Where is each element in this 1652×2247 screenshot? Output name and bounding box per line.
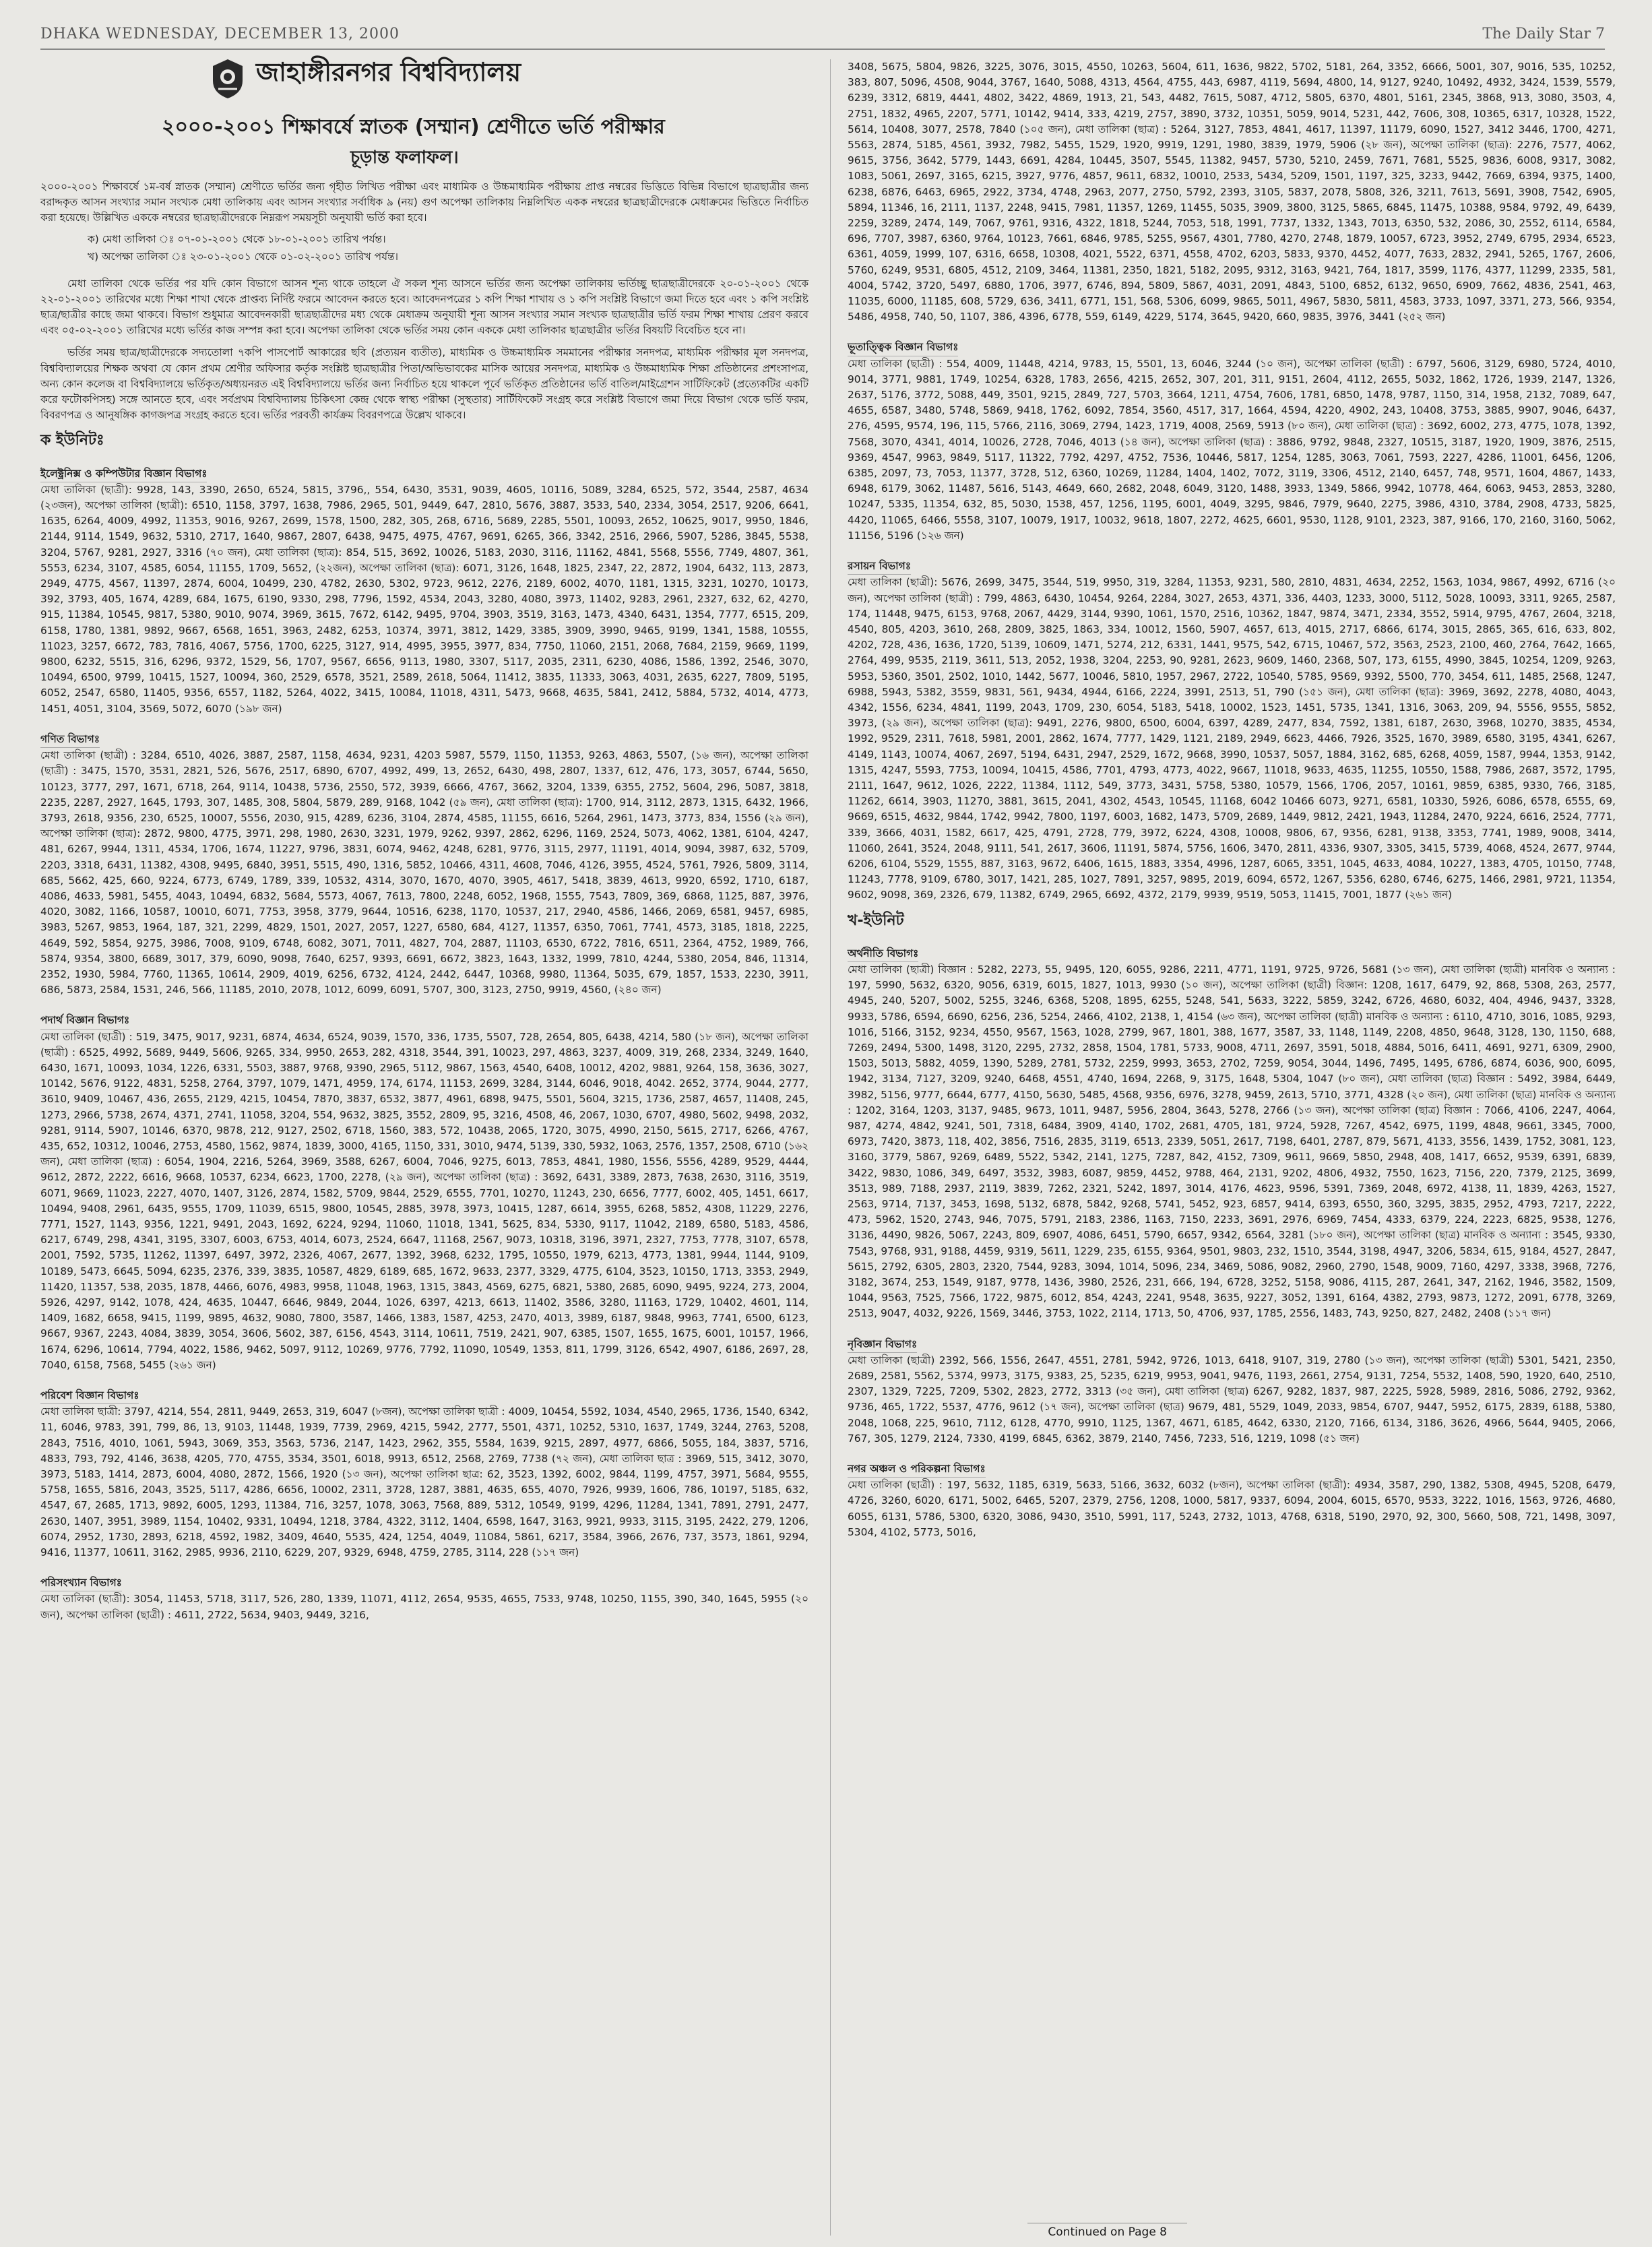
section-body: মেধা তালিকা (ছাত্রী) : 519, 3475, 9017, 9231, 6874, 4634, 6524, 9039, 1570, 336, 1735, 5507, 728, 2654, 805, 6438, 4214, 580 (১৮ জন), অপেক্ষা তালিকা (ছাত্রী) : 6525, 4992, 5689, 9449, 5606, 9265, 334, 9950, 2653, 282, 4318, 3544, 391, 10023, 297, 4863, 3237, 4009, 319, 268, 2334, 3249, 1640, 6430, 1671, 10093, 1034, 1226, 6331, 5503, 3887, 9768, 9390, 2965, 5112, 9867, 1563, 4540, 6408, 10012, 4202, 9881, 9264, 158, 3636, 3027, 10142, 5676, 9122, 4831, 5258, 2764, 3797, 1079, 1471, 4959, 174, 6174, 11153, 2699, 3284, 3144, 6046, 9018, 4042. 2652, 3774, 9044, 2777, 3610, 9409, 10467, 436, 2655, 2129, 4215, 10454, 7870, 3837, 6532, 3877, 4961, 6898, 9475, 5501, 5604, 3215, 1736, 2587, 4657, 11408, 245, 1273, 2966, 5738, 2674, 4371, 2741, 11058, 3204, 554, 9632, 3825, 3552, 2809, 95, 3216, 4508, 46, 2067, 1030, 6707, 4980, 5602, 9498, 2032, 9281, 9114, 5907, 10146, 6370, 9878, 212, 9127, 2502, 6718, 1560, 383, 572, 10438, 2065, 1720, 3075, 4990, 2150, 5615, 2717, 6266, 4767, 435, 652, 10312, 10046, 2753, 4580, 1562, 9874, 1839, 3000, 4165, 1150, 331, 3010, 9474, 5139, 330, 5932, 1063, 2576, 1357, 2508, 6710 (১৬২ জন), মেধা তালিকা (ছাত্র) : 6054, 1904, 2216, 5264, 3969, 3588, 6267, 6004, 7046, 9275, 6013, 7853, 4841, 1980, 1556, 5556, 4289, 9529, 4444, 9612, 2872, 2222, 6616, 9668, 10537, 6234, 6623, 1700, 2278, (২৯ জন), অপেক্ষা তালিকা (ছাত্র) : 3692, 6431, 3389, 2873, 7638, 2630, 3116, 3519, 6071, 9669, 11023, 2227, 4070, 1407, 3126, 2874, 1582, 5709, 9844, 2529, 6555, 7701, 10270, 11243, 230, 6656, 7777, 6002, 405, 1451, 6617, 10494, 9408, 2961, 6435, 9555, 1709, 11039, 6515, 9800, 10545, 2885, 3978, 3973, 10415, 1287, 6614, 3955, 6268, 5852, 4308, 11229, 2276, 7771, 1527, 1143, 9356, 1221, 9491, 2043, 1692, 6224, 9294, 11060, 11018, 1341, 5625, 834, 5330, 9117, 11042, 2189, 6580, 5183, 4586, 6217, 6749, 298, 4341, 3195, 3307, 6003, 6753, 4014, 6073, 2524, 6647, 11168, 2567, 9073, 10318, 3196, 3971, 2327, 7753, 7778, 3107, 6578, 2001, 7592, 5735, 11262, 11397, 6497, 3972, 2326, 4067, 2677, 1392, 3968, 6232, 1795, 10550, 1979, 6213, 4773, 1381, 9944, 1144, 9109, 10189, 5473, 6645, 5094, 6235, 2376, 339, 3835, 10587, 4829, 6189, 685, 1672, 9633, 2377, 3329, 4775, 6104, 3523, 10150, 1713, 3353, 2949, 11420, 11357, 538, 2035, 1878, 4466, 6076, 4983, 9958, 11048, 1963, 1315, 3843, 4569, 6275, 6821, 5380, 2685, 6090, 9495, 9224, 273, 2004, 5926, 4297, 9142, 1078, 424, 4635, 10447, 6646, 9849, 2044, 1026, 6397, 4213, 6613, 11402, 3586, 3280, 11163, 1729, 10402, 4601, 114, 1409, 1682, 6658, 9415, 1199, 9895, 4632, 9080, 7800, 3587, 1466, 1383, 1587, 4253, 2470, 4013, 3989, 6187, 9848, 9963, 7741, 6500, 6123, 9667, 9367, 2243, 4084, 3839, 3054, 3606, 5602, 387, 6156, 4543, 3114, 10611, 7519, 2421, 907, 6385, 1507, 1655, 1675, 6001, 10157, 1966, 1674, 6296, 10614, 7794, 4022, 1586, 9462, 5097, 9112, 10269, 9776, 7792, 11090, 10549, 1353, 811, 1799, 3126, 6542, 4907, 6186, 2697, 28, 7040, 6158, 7568, 5455 (২৬১ জন) — [40, 1030, 808, 1371]
section-chemistry — [848, 544, 1616, 903]
intro-paragraph: ২০০০-২০০১ শিক্ষাবর্ষে ১ম-বর্ষ স্নাতক (সম্মান) শ্রেণীতে ভর্তির জন্য গৃহীত লিখিত পরীক্ষা এবং মাধ্যমিক ও উচ্চমাধ্যমিক পরীক্ষায় প্রাপ্ত নম্বরের ভিত্তিতে বিভিন্ন বিভাগে ছাত্রছাত্রীর জন্য বরাদ্দকৃত আসন সংখ্যার সমান সংখ্যক মেধা তালিকায় এবং আসন সংখ্যার সর্বাধিক ৯ (নয়) গুণ অপেক্ষা তালিকায় নিম্নলিখিত একক নম্বরের ছাত্রছাত্রীদেরকে মেধাক্রমের ভিত্তিতে নির্বাচিত করা হয়েছে। উল্লিখিত এককে নম্বরের ছাত্রছাত্রীদেরকে নিম্নরূপ সময়সূচী অনুযায়ী ভর্তি করা হবে। — [40, 181, 808, 224]
section-mathematics — [40, 717, 808, 998]
section-statistics — [40, 1560, 808, 1623]
section-body: মেধা তালিকা (ছাত্রী) 2392, 566, 1556, 2647, 4551, 2781, 5942, 9726, 1013, 6418, 9107, 319, 2780 (১৩ জন), অপেক্ষা তালিকা (ছাত্রী) 5301, 5421, 2350, 2689, 2581, 5562, 5374, 9973, 3175, 9383, 25, 5235, 6219, 9953, 9041, 9476, 1193, 2661, 2754, 9131, 7254, 5532, 1408, 590, 1920, 640, 2510, 2307, 1329, 7225, 7209, 5302, 2823, 2772, 3313 (৩৫ জন), মেধা তালিকা (ছাত্র) 6267, 9282, 1837, 987, 2225, 5928, 5989, 2816, 5086, 2792, 9362, 9736, 465, 1722, 5537, 4776, 9612 (১৭ জন), অপেক্ষা তালিকা (ছাত্র) 9679, 481, 5529, 1049, 2033, 9854, 6707, 9447, 5952, 6175, 2839, 6188, 5380, 2048, 1068, 225, 9610, 7112, 6128, 4770, 9910, 1125, 1367, 4671, 6185, 4642, 6330, 2120, 7166, 6134, 3186, 3626, 4966, 5644, 9405, 2066, 767, 305, 1279, 2124, 7330, 4199, 6845, 6362, 3879, 2140, 7456, 7233, 516, 1219, 1098 (৫১ জন) — [848, 1354, 1616, 1445]
section-body: মেধা তালিকা (ছাত্রী) বিজ্ঞান : 5282, 2273, 55, 9495, 120, 6055, 9286, 2211, 4771, 1191, 9725, 9726, 5681 (১৩ জন), মেধা তালিকা (ছাত্রী) মানবিক ও অন্যান্য : 197, 5990, 5632, 6320, 9056, 6319, 6015, 1827, 1013, 9930 (১০ জন), অপেক্ষা তালিকা (ছাত্রী) বিজ্ঞান: 1208, 1617, 6479, 92, 868, 5308, 263, 2577, 4945, 240, 5207, 5002, 5255, 3246, 6368, 5208, 1895, 6255, 5248, 541, 5633, 3222, 5859, 3242, 6726, 4680, 6032, 404, 4946, 9437, 3328, 9933, 5786, 6594, 6690, 6256, 236, 5254, 2466, 4102, 2138, 1, 4154 (৬৩ জন), অপেক্ষা তালিকা (ছাত্রী) মানবিক ও অন্যান্য : 6110, 4710, 3016, 1085, 9293, 1016, 5166, 3152, 9234, 4550, 9567, 1563, 1028, 2799, 967, 1801, 388, 1677, 3587, 33, 1148, 1149, 2208, 4850, 9648, 3128, 130, 1150, 688, 7269, 2494, 5300, 1498, 3120, 2295, 2732, 2858, 1504, 1781, 5733, 9008, 4711, 2697, 3591, 5018, 4884, 5016, 6411, 4691, 9271, 6309, 2900, 1503, 5013, 5882, 4059, 1390, 5289, 2781, 5732, 2259, 9993, 3653, 2702, 7259, 9054, 3044, 1496, 7495, 1495, 6786, 6874, 6036, 900, 6095, 1942, 3134, 7127, 3209, 9240, 6468, 4551, 4740, 1694, 2268, 9, 3175, 1648, 5304, 1047 (৮০ জন), মেধা তালিকা (ছাত্র) বিজ্ঞান : 5492, 3984, 6449, 3982, 5156, 9777, 6644, 6777, 4150, 5630, 5485, 4568, 9356, 6976, 3278, 9459, 2613, 5710, 3771, 4328 (২০ জন), মেধা তালিকা (ছাত্র) মানবিক ও অন্যান্য : 1202, 3164, 1203, 3137, 9485, 9673, 1011, 9487, 5956, 2804, 3643, 5278, 2766 (১৩ জন), অপেক্ষা তালিকা (ছাত্র) বিজ্ঞান : 7066, 4106, 2247, 4064, 987, 4274, 4842, 9241, 501, 7318, 6484, 3909, 4140, 1702, 2681, 4705, 181, 9724, 5928, 7267, 4542, 6975, 1199, 4848, 9661, 3345, 7000, 6973, 7420, 3873, 118, 402, 3856, 7516, 2835, 3119, 6513, 2339, 5051, 2617, 7198, 6401, 2787, 879, 5671, 4133, 3556, 1439, 1752, 3081, 123, 3160, 3779, 5867, 9269, 6489, 5522, 5342, 2141, 1275, 7287, 842, 4152, 7309, 9611, 9669, 5850, 2948, 408, 1417, 6652, 9539, 6391, 6839, 3422, 9830, 1086, 349, 6497, 3532, 3983, 6087, 9859, 4452, 9788, 464, 2131, 9202, 4806, 4932, 7550, 1623, 7156, 220, 7379, 2125, 3699, 3513, 989, 7188, 2937, 2119, 3839, 7262, 2321, 5242, 1897, 3014, 4176, 4623, 9596, 5391, 7369, 2048, 6972, 4138, 11, 1839, 4263, 1527, 2563, 9714, 7137, 3453, 1698, 5132, 6878, 5842, 9268, 5741, 5452, 923, 6857, 9414, 6393, 6550, 360, 3295, 3835, 2952, 4793, 7217, 2222, 473, 5962, 1520, 2743, 946, 7075, 5791, 2183, 2386, 1163, 7150, 2233, 3691, 2976, 6969, 7454, 4333, 6379, 224, 2223, 6825, 9538, 1276, 3136, 4490, 9826, 5067, 2243, 809, 6907, 4086, 6451, 5790, 6657, 9342, 6564, 3281 (১৮০ জন), অপেক্ষা তালিকা (ছাত্র) মানবিক ও অন্যান্য : 3545, 9330, 7543, 9768, 931, 9188, 4459, 9319, 5611, 1229, 235, 6155, 9364, 9501, 9803, 232, 1510, 3544, 3198, 4947, 3206, 5834, 615, 9184, 4527, 2847, 5615, 2792, 6305, 2803, 2320, 7544, 9283, 3094, 1014, 5096, 234, 3469, 5086, 9082, 2960, 2790, 1548, 9009, 7160, 4297, 3338, 3968, 7276, 3182, 3674, 253, 1549, 9187, 9778, 1436, 3980, 2526, 231, 666, 194, 6728, 3252, 5158, 9086, 4115, 287, 2641, 347, 2162, 1946, 3582, 1509, 1044, 9563, 7525, 7566, 1722, 9875, 6012, 854, 4243, 2241, 9548, 3635, 9227, 3052, 1391, 6164, 4382, 2793, 9873, 1272, 2091, 6778, 3269, 2513, 9047, 4032, 9226, 1569, 3446, 3753, 1022, 2114, 1713, 50, 4706, 937, 1785, 2556, 1483, 743, 9250, 827, 2482, 2408 (১১৭ জন) — [848, 963, 1616, 1320]
section-statistics-continued — [848, 59, 1616, 325]
admission-schedule — [88, 230, 808, 265]
unit-ka-heading: ক ইউনিটঃ — [40, 432, 104, 449]
section-body: মেধা তালিকা (ছাত্রী): 5676, 2699, 3475, 3544, 519, 9950, 319, 3284, 11353, 9231, 580, 2810, 4831, 4634, 2252, 1563, 1034, 9867, 4992, 6716 (২০ জন), অপেক্ষা তালিকা (ছাত্রী) : 799, 4863, 6430, 10454, 9264, 2284, 3027, 2653, 4371, 336, 4403, 1233, 3000, 5112, 5028, 10093, 3311, 9265, 2587, 174, 11448, 9475, 6153, 9768, 2067, 4429, 3144, 9390, 1061, 1570, 2516, 10362, 1847, 9874, 3471, 2334, 3552, 5914, 9795, 4767, 2604, 3218, 4540, 805, 4203, 3610, 268, 2809, 3825, 1863, 334, 10012, 1560, 5907, 4657, 613, 4015, 2717, 6866, 6174, 3015, 2865, 365, 616, 633, 802, 4202, 728, 436, 1636, 1720, 5139, 10609, 1471, 5274, 212, 6331, 1441, 9575, 542, 6715, 10467, 572, 3563, 2523, 2100, 460, 2764, 7642, 1665, 2764, 499, 9535, 2119, 3611, 513, 2052, 1938, 3204, 2253, 90, 9281, 2623, 9609, 1460, 2368, 507, 173, 6155, 4990, 3845, 10254, 1209, 9263, 5953, 5360, 3501, 2502, 1010, 1442, 5677, 10046, 5810, 1957, 2967, 2722, 10540, 5785, 9569, 9392, 5500, 770, 3454, 611, 1485, 2568, 1247, 6988, 5943, 5382, 3559, 9831, 561, 9434, 4944, 6166, 2224, 3991, 2513, 51, 790 (১৫১ জন), মেধা তালিকা (ছাত্র): 3969, 3692, 2278, 4080, 4043, 4342, 1556, 6234, 4841, 1199, 2043, 1709, 230, 6054, 5183, 5418, 10002, 1523, 1451, 5735, 1341, 1316, 3063, 209, 94, 5556, 9555, 5852, 3973, (২৯ জন), অপেক্ষা তালিকা (ছাত্র): 9491, 2276, 9800, 6500, 6004, 6397, 4289, 2477, 834, 7592, 1381, 6187, 2630, 3968, 10270, 3835, 4534, 1992, 9529, 2311, 7618, 5981, 2001, 2862, 1674, 7777, 1429, 1121, 2189, 2949, 6623, 4466, 7926, 3525, 1670, 3989, 6580, 3195, 4341, 6267, 4149, 1143, 10074, 4067, 2697, 5194, 6431, 2947, 2529, 1672, 9668, 3990, 10537, 5057, 1884, 3162, 685, 6268, 4059, 1587, 9944, 1353, 9142, 1315, 4247, 5593, 7753, 10094, 10415, 4586, 7701, 4793, 4773, 4022, 9667, 11018, 9633, 4635, 11255, 10550, 1588, 7986, 2687, 3572, 1795, 2111, 1647, 9612, 1026, 2222, 11384, 1112, 549, 3773, 3431, 5758, 5380, 10579, 1566, 1706, 2057, 10161, 9859, 6385, 9330, 766, 3185, 11262, 6614, 3903, 11270, 3881, 3615, 2041, 4302, 4543, 10545, 11168, 6042 10466 6073, 9271, 6581, 10330, 5926, 6086, 6578, 6555, 69, 9669, 6515, 4632, 9844, 1742, 9942, 7800, 1197, 6003, 1682, 1473, 5709, 2689, 1449, 9812, 2421, 1943, 11284, 2470, 9224, 6616, 2524, 7771, 339, 3666, 4031, 1582, 6617, 425, 4791, 2728, 779, 3972, 6224, 4308, 10008, 9806, 67, 9356, 6281, 9138, 3353, 7741, 1989, 9008, 3414, 11060, 2641, 3524, 2048, 9111, 541, 2617, 3606, 11191, 5874, 5756, 1606, 3470, 2811, 4336, 9307, 3305, 3415, 5739, 4068, 4524, 2677, 9744, 6206, 6104, 5529, 1555, 887, 3163, 9672, 6406, 1615, 1883, 3354, 4996, 1287, 6065, 3351, 1045, 4633, 4084, 10227, 1383, 4705, 10150, 7748, 11243, 7778, 9109, 6780, 3017, 1421, 285, 1027, 7891, 3257, 9895, 2019, 6094, 6572, 1267, 5356, 6280, 6746, 6275, 1466, 2981, 9721, 11354, 9602, 9098, 369, 2326, 679, 11382, 6749, 2965, 6692, 4372, 2179, 9939, 9519, 5053, 11415, 7001, 1877 (২৬১ জন) — [848, 576, 1616, 901]
section-title: পরিসংখ্যান বিভাগঃ — [40, 1575, 122, 1591]
documents-paragraph: ভর্তির সময় ছাত্র/ছাত্রীদেরকে সদ্যতোলা ৭কপি পাসপোর্ট আকারের ছবি (প্রত্যয়ন ব্যতীত), মাধ্যমিক ও উচ্চমাধ্যমিক সমমানের পরীক্ষার সনদপত্র, মাধ্যমিক পরীক্ষার মূল সনদপত্র, বিশ্ববিদ্যালয়ের শিক্ষক অথবা যে কোন প্রথম শ্রেণীর অফিসার কর্তৃক সংশ্লিষ্ট ছাত্রছাত্রীর পিতা/অভিভাবকের মাসিক আয়ের সনদপত্র, মাধ্যমিক ও উচ্চমাধ্যমিক শিক্ষা প্রতিষ্ঠানের প্রশংসাপত্র, অন্য কোন কলেজ বা বিশ্ববিদ্যালয়ে ভর্তিকৃত/অধ্যয়নরত এই বিশ্ববিদ্যালয়ে ভর্তির জন্য নির্বাচিত হয়ে থাকলে পূর্বে ভর্তিকৃত প্রতিষ্ঠানের ভর্তি বাতিল/মাইগ্রেশন সার্টিফিকেট (প্রত্যেকটির একটি করে ফটোকপিসহ) সঙ্গে আনতে হবে, এবং সর্বপ্রথম বিশ্ববিদ্যালয় চিকিৎসা কেন্দ্র থেকে স্বাস্থ্য পরীক্ষা (সুস্থতার) সার্টিফিকেট সংগ্রহ করে সংশ্লিষ্ট বিভাগে জমা দিয়ে বিভাগ থেকে ভর্তি ফরম, বিবরণপত্র ও আনুষঙ্গিক কাগজপত্র সংগ্রহ করতে হবে। ভর্তির পরবর্তী কার্যক্রম বিবরণপত্রে উল্লেখ থাকবে। — [40, 346, 808, 422]
section-ece — [40, 451, 808, 717]
section-title: পরিবেশ বিজ্ঞান বিভাগঃ — [40, 1388, 139, 1404]
unit-kha-heading: খ-ইউনিট — [848, 912, 904, 929]
section-title: অর্থনীতি বিভাগঃ — [848, 946, 918, 962]
section-body: মেধা তালিকা (ছাত্রী) : 197, 5632, 1185, 6319, 5633, 5166, 3632, 6032 (৮জন), অপেক্ষা তালিকা (ছাত্রী): 4934, 3587, 290, 1382, 5308, 4945, 5208, 6479, 4726, 3260, 6020, 6171, 5002, 6465, 5207, 2379, 2756, 1208, 1000, 5817, 9337, 6094, 2004, 6015, 6570, 9533, 3222, 1016, 1563, 9726, 4680, 6055, 6131, 5786, 5300, 6320, 3086, 9430, 3510, 5991, 117, 5243, 2732, 1013, 4768, 6318, 5190, 2970, 92, 300, 5660, 508, 721, 1498, 3097, 5304, 4102, 5773, 5016, — [848, 1479, 1616, 1538]
section-economics — [848, 931, 1616, 1322]
notice-subtitle: ২০০০-২০০১ শিক্ষাবর্ষে স্নাতক (সম্মান) শ্রেণীতে ভর্তি পরীক্ষার — [162, 115, 665, 139]
section-body: মেধা তালিকা (ছাত্রী): 9928, 143, 3390, 2650, 6524, 5815, 3796,, 554, 6430, 3531, 9039, 4605, 10116, 5089, 3284, 6525, 572, 3544, 2587, 4634 (২৩জন), অপেক্ষা তালিকা (ছাত্রী): 6510, 1158, 3797, 1638, 7986, 2965, 501, 9449, 647, 2810, 5676, 3887, 3533, 540, 2334, 3054, 2517, 9206, 6641, 1635, 6264, 4009, 4992, 11353, 9016, 9267, 2699, 1578, 1500, 282, 305, 268, 6716, 5689, 2285, 5501, 10093, 2652, 10625, 9017, 9950, 1846, 2144, 9114, 1549, 9632, 5310, 2717, 1640, 9867, 2807, 6438, 9475, 4975, 4767, 9691, 6265, 366, 3342, 2516, 2966, 5907, 5286, 3845, 5538, 3204, 5767, 9281, 2927, 3316 (৭০ জন), মেধা তালিকা (ছাত্র): 854, 515, 3692, 10026, 5183, 2030, 3116, 11162, 4841, 5568, 5556, 7749, 4807, 361, 5553, 6234, 3107, 4585, 6054, 11155, 1709, 5652, (২২জন), অপেক্ষা তালিকা (ছাত্র): 6071, 3126, 1648, 1825, 2347, 22, 2872, 1904, 6432, 113, 2873, 2949, 4775, 4567, 11397, 2874, 6004, 10499, 230, 4782, 2630, 5302, 9723, 9612, 2276, 2189, 6002, 4070, 1181, 1315, 3231, 10270, 10173, 392, 3793, 405, 1674, 4289, 684, 1675, 6190, 9330, 298, 7796, 1592, 4534, 2043, 3280, 4080, 3973, 11402, 9283, 2961, 2327, 632, 62, 4270, 915, 11384, 10545, 9817, 5380, 9010, 9074, 3969, 3615, 7672, 6142, 9495, 9704, 3903, 3519, 3163, 1473, 4340, 6431, 1354, 7777, 6515, 209, 6158, 1780, 1381, 9892, 9667, 6568, 1651, 3963, 2482, 6253, 10374, 3971, 3812, 1429, 3385, 3909, 3990, 9465, 9199, 1341, 1588, 10555, 11023, 3257, 6672, 783, 7816, 4067, 5756, 1700, 6225, 3127, 914, 4995, 3955, 3977, 834, 7750, 11060, 2151, 2068, 7684, 2159, 9669, 1199, 9800, 6232, 5515, 316, 6296, 9372, 1529, 56, 1707, 9567, 6656, 9113, 1980, 3307, 5117, 2035, 2311, 6230, 4086, 1586, 1392, 2546, 3070, 10494, 6500, 9799, 10415, 1527, 10094, 360, 2529, 6578, 3521, 2589, 2618, 5064, 11412, 3835, 11333, 3063, 4031, 2635, 6227, 7809, 5195, 6052, 2547, 6580, 11405, 9356, 6557, 1182, 5264, 4022, 3415, 10084, 11018, 4311, 5473, 9668, 4635, 5841, 2412, 5884, 5732, 4014, 4773, 1451, 4051, 3104, 3569, 5072, 6070 (১৯৮ জন) — [40, 483, 808, 715]
section-title: নৃবিজ্ঞান বিভাগঃ — [848, 1337, 917, 1353]
left-column — [40, 59, 808, 1623]
section-body: মেধা তালিকা (ছাত্রী) : 3284, 6510, 4026, 3887, 2587, 1158, 4634, 9231, 4203 5987, 5579, 1150, 11353, 9263, 4863, 5507, (১৬ জন), অপেক্ষা তালিকা (ছাত্রী) : 3475, 1570, 3531, 2821, 526, 5676, 2517, 6890, 6707, 4992, 499, 13, 2652, 6430, 498, 2807, 1337, 612, 476, 173, 3057, 6744, 5650, 10123, 3777, 297, 1671, 6718, 264, 9114, 10438, 5736, 2550, 572, 3939, 6666, 4767, 3662, 3204, 1339, 6355, 2752, 5604, 296, 5087, 3818, 2235, 2287, 2927, 1645, 1793, 307, 1485, 308, 5804, 5879, 289, 9168, 1042 (৫৯ জন), মেধা তালিকা (ছাত্র): 1700, 914, 3112, 2873, 1315, 6432, 1966, 3793, 2618, 9356, 230, 6525, 10007, 5556, 2030, 915, 4289, 6236, 3104, 2874, 4585, 11155, 6616, 5264, 2961, 1473, 3773, 834, 1556 (২৯ জন), অপেক্ষা তালিকা (ছাত্র): 2872, 9800, 4775, 3971, 298, 1980, 2630, 3231, 1979, 9262, 9397, 2862, 6296, 1169, 2524, 5073, 4062, 1381, 6104, 4247, 481, 6267, 9944, 1311, 4534, 1706, 1674, 11227, 9796, 3831, 6074, 9462, 4248, 6281, 9776, 3115, 2977, 11191, 4014, 9094, 3987, 632, 5709, 2203, 3318, 6431, 11382, 4308, 9495, 6840, 3951, 5515, 490, 1316, 5852, 10466, 4311, 4608, 7046, 4126, 3955, 4524, 5761, 7926, 5809, 3114, 685, 5662, 425, 660, 9224, 6773, 6749, 1789, 339, 10532, 4314, 3070, 1670, 4070, 3905, 4617, 5418, 3839, 4613, 9920, 6592, 1710, 6187, 4086, 4633, 5981, 5455, 4043, 10494, 6832, 5684, 5573, 4067, 7613, 7800, 2248, 6052, 1968, 1555, 7543, 7809, 369, 6868, 1125, 887, 3976, 4020, 3082, 1166, 10587, 10010, 6071, 7753, 3958, 3779, 9644, 10516, 6238, 1170, 10537, 217, 2940, 4586, 1466, 2069, 6581, 9457, 6985, 3983, 5267, 9853, 1964, 187, 321, 2299, 4829, 1501, 2027, 2057, 1227, 6580, 684, 4127, 11357, 6350, 7061, 7741, 4573, 3185, 1818, 2225, 4649, 592, 5854, 9275, 3986, 7008, 9109, 6748, 6082, 3071, 7011, 4827, 704, 2887, 11103, 6530, 6722, 7816, 6511, 2364, 4752, 1989, 766, 5874, 9354, 3800, 6689, 3017, 379, 6090, 9098, 7640, 6257, 9393, 6691, 6672, 3823, 1643, 1332, 1999, 7810, 4244, 5380, 2054, 846, 11314, 2352, 1930, 5984, 7760, 11365, 10614, 2909, 4019, 6256, 6732, 4124, 2442, 6447, 10368, 9980, 11364, 5035, 679, 1857, 1533, 2230, 3911, 686, 5873, 2584, 1531, 246, 566, 11185, 2010, 2078, 1012, 6099, 6091, 5707, 300, 3123, 2750, 9919, 4560, (২৪০ জন) — [40, 749, 808, 996]
section-title: রসায়ন বিভাগঃ — [848, 559, 911, 575]
masthead: The Daily Star 7 — [1482, 26, 1605, 42]
dateline: DHAKA WEDNESDAY, DECEMBER 13, 2000 — [40, 26, 400, 42]
university-logo-icon — [209, 58, 247, 100]
schedule-waiting: খ) অপেক্ষা তালিকা ঃ ২৩-০১-২০০১ থেকে ০১-০২-২০০১ তারিখ পর্যন্ত। — [88, 250, 399, 263]
section-title: ভূতাত্ত্বিক বিজ্ঞান বিভাগঃ — [848, 340, 958, 356]
schedule-merit: ক) মেধা তালিকা ঃ ০৭-০১-২০০১ থেকে ১৮-০১-২০০১ তারিখ পর্যন্ত। — [88, 232, 386, 245]
waiting-list-paragraph: মেধা তালিকা থেকে ভর্তির পর যদি কোন বিভাগে আসন শূন্য থাকে তাহলে ঐ সকল শূন্য আসনে ভর্তির জন্য অপেক্ষা তালিকায় ভর্তিচ্ছু ছাত্রছাত্রীদেরকে ২০-০১-২০০১ থেকে ২২-০১-২০০১ তারিখের মধ্যে শিক্ষা শাখা থেকে প্রাপ্তব্য নির্দিষ্ট ফরমে আবেদন করতে হবে। আবেদনপত্রের ১ কপি শিক্ষা শাখায় ও ১ কপি সংশ্লিষ্ট বিভাগে জমা দিতে হবে এবং ১ কপি সংশ্লিষ্ট ছাত্র/ছাত্রীর কাছে জমা থাকবে। বিভাগ শুধুমাত্র আবেদনকারী ছাত্রছাত্রীদের মধ্য থেকে মেধাক্রম অনুযায়ী শূন্য আসন সংখ্যার সমান সংখ্যক ছাত্রছাত্রীর ভর্তি ফরম শিক্ষা শাখায় প্রেরণ করবে এবং ০৫-০২-২০০১ তারিখের মধ্যে ভর্তির কাজ সম্পন্ন করা হবে। অপেক্ষা তালিকা থেকে ভর্তির সময় কোন এককে মেধা তালিকার ছাত্রছাত্রীর ভর্তির বিষয়টি বিবেচিত হবে না। — [40, 277, 808, 337]
section-anthropology — [848, 1322, 1616, 1447]
section-geology — [848, 325, 1616, 544]
newspaper-header — [40, 22, 1605, 50]
section-body: 3408, 5675, 5804, 9826, 3225, 3076, 3015, 4550, 10263, 5604, 611, 1636, 9822, 5702, 5181, 264, 3352, 6666, 5001, 307, 9016, 535, 10252, 383, 807, 5096, 4508, 9044, 3767, 1640, 5088, 4313, 4564, 4755, 443, 6987, 4119, 5694, 4800, 14, 9127, 9240, 10492, 4932, 3424, 1539, 5579, 6239, 3312, 6819, 4441, 4802, 3422, 4869, 1913, 21, 543, 4482, 7615, 5087, 4712, 5805, 6370, 4801, 5161, 2345, 3868, 913, 3080, 3503, 4, 2751, 1832, 4965, 2207, 5771, 10142, 9414, 333, 4219, 2757, 3890, 3732, 10351, 5059, 9014, 5231, 442, 7606, 308, 10365, 6317, 10328, 1522, 5614, 10408, 3077, 2578, 7840 (১০৫ জন), মেধা তালিকা (ছাত্র) : 5264, 3127, 7853, 4841, 4617, 11397, 11179, 6090, 1527, 3412 3446, 1700, 4271, 5563, 2874, 5185, 4561, 3932, 7982, 5455, 1529, 1920, 9919, 1291, 1980, 3839, 1979, 5906 (২৮ জন), অপেক্ষা তালিকা (ছাত্র): 2276, 7577, 4062, 9615, 3756, 3642, 5779, 1443, 6691, 4284, 10445, 3507, 5545, 11382, 9457, 5730, 5210, 2459, 7671, 7681, 5525, 9836, 6008, 9317, 3082, 1083, 5061, 2697, 3165, 6215, 3927, 9776, 4857, 9611, 6832, 10010, 2533, 5434, 5209, 1501, 1197, 325, 3233, 9442, 7669, 6394, 9375, 1400, 6238, 6876, 6463, 6965, 2922, 3734, 4748, 2963, 2077, 2750, 5792, 2393, 3105, 5837, 2078, 5808, 326, 3211, 7613, 5691, 3908, 7542, 6905, 5894, 11346, 16, 2111, 1137, 2248, 9415, 7981, 11357, 1269, 11455, 5035, 3909, 3800, 3125, 5865, 6845, 11475, 10388, 9584, 9792, 49, 6439, 2259, 3289, 2474, 149, 7067, 9761, 9316, 4322, 1818, 5244, 7053, 518, 1991, 7737, 1332, 1343, 7013, 6350, 532, 2086, 30, 2552, 6114, 6584, 696, 7707, 3987, 6360, 9764, 10123, 7661, 6846, 9785, 5255, 9567, 4301, 7780, 4270, 2748, 1879, 10057, 6723, 3952, 2749, 6795, 2934, 6523, 6361, 4059, 1999, 107, 6316, 6658, 10308, 4021, 5522, 6371, 4558, 4702, 6203, 5833, 9370, 4452, 4077, 7633, 2832, 2941, 5265, 1767, 2606, 5760, 6249, 9531, 6805, 4512, 2109, 3464, 11381, 2350, 1821, 5182, 2095, 9312, 3163, 9421, 764, 1817, 3599, 1176, 4377, 11299, 2335, 581, 4004, 5742, 3720, 5497, 6880, 1706, 3977, 6746, 894, 5809, 5867, 4031, 2091, 4843, 5100, 6852, 6132, 9650, 6909, 7662, 4836, 2541, 463, 11035, 6000, 11185, 608, 5729, 636, 3411, 6771, 151, 568, 5306, 6099, 9865, 5011, 4967, 5830, 5811, 4583, 3733, 1097, 3371, 273, 566, 9354, 5486, 4958, 740, 50, 1107, 386, 4396, 6778, 559, 6149, 4229, 5174, 3645, 9420, 660, 9835, 3976, 3441 (২৫২ জন) — [848, 61, 1616, 323]
column-divider — [830, 59, 831, 2236]
notice-heading — [40, 59, 808, 102]
continued-note: Continued on Page 8 — [1048, 2225, 1167, 2239]
section-urban-planning — [848, 1447, 1616, 1540]
result-title: চূড়ান্ত ফলাফল। — [350, 148, 459, 168]
section-title: গণিত বিভাগঃ — [40, 732, 100, 748]
section-title: নগর অঞ্চল ও পরিকল্পনা বিভাগঃ — [848, 1461, 986, 1478]
section-environmental-science — [40, 1373, 808, 1560]
right-column — [848, 59, 1616, 1540]
section-title: পদার্থ বিজ্ঞান বিভাগঃ — [40, 1013, 129, 1029]
section-physics — [40, 998, 808, 1373]
section-body: মেধা তালিকা (ছাত্রী) : 554, 4009, 11448, 4214, 9783, 15, 5501, 13, 6046, 3244 (১০ জন), অপেক্ষা তালিকা (ছাত্রী) : 6797, 5606, 3129, 6980, 5724, 4010, 9014, 3771, 9881, 1749, 10254, 6328, 1783, 2656, 4215, 2652, 307, 201, 311, 9151, 2604, 4112, 2655, 5032, 1862, 1726, 1939, 2147, 1326, 2637, 5176, 3772, 5088, 449, 3501, 9215, 2849, 727, 5703, 3664, 1211, 4754, 7606, 1781, 6850, 1478, 9787, 1150, 314, 1958, 2132, 7089, 647, 4655, 6587, 3480, 5748, 5869, 9418, 1762, 6092, 7854, 3560, 4517, 317, 1664, 4594, 4220, 4902, 243, 10408, 3753, 3885, 9907, 9046, 6437, 276, 4595, 9574, 196, 115, 5766, 2116, 3069, 2794, 1423, 1719, 4008, 2569, 5913 (৮০ জন), মেধা তালিকা (ছাত্র) : 3692, 6002, 273, 4775, 1078, 1392, 7568, 3070, 4341, 4014, 10026, 2728, 7046, 4013 (১৪ জন), অপেক্ষা তালিকা (ছাত্র) : 3886, 9792, 9848, 2327, 10515, 3187, 1920, 1909, 3876, 2515, 9369, 4547, 9963, 9849, 5117, 11322, 7792, 4297, 4752, 7536, 10446, 5817, 1254, 1285, 3063, 7061, 7593, 2227, 4286, 11001, 6456, 1206, 6385, 2097, 73, 7053, 11377, 3728, 512, 6360, 10269, 11284, 1404, 1402, 7072, 3119, 3306, 4512, 2140, 6457, 748, 9571, 1604, 4867, 1433, 6948, 6179, 3062, 11487, 5616, 5143, 4649, 660, 2682, 2048, 6049, 3120, 1488, 3933, 1349, 5866, 9942, 10778, 464, 6063, 9453, 2853, 3280, 10247, 5335, 11354, 632, 85, 5030, 1538, 457, 1256, 1195, 6001, 4049, 3295, 9846, 7979, 9640, 2275, 3986, 4310, 3784, 2908, 4733, 5825, 4420, 11065, 6466, 5558, 3107, 10079, 1917, 10032, 9618, 1807, 2272, 4625, 6601, 9530, 1128, 9101, 2323, 387, 9166, 170, 2160, 3160, 5062, 11156, 5196 (১২৬ জন) — [848, 357, 1616, 542]
section-body: মেধা তালিকা (ছাত্রী): 3054, 11453, 5718, 3117, 526, 280, 1339, 11071, 4112, 2654, 9535, 4655, 7533, 9748, 10250, 1155, 390, 340, 1645, 5955 (২০ জন), অপেক্ষা তালিকা (ছাত্রী) : 4611, 2722, 5634, 9403, 9449, 3216, — [40, 1593, 808, 1621]
section-body: মেধা তালিকা ছাত্রী: 3797, 4214, 554, 2811, 9449, 2653, 319, 6047 (৮জন), অপেক্ষা তালিকা ছাত্রী : 4009, 10454, 5592, 1034, 4540, 2965, 1736, 1540, 6342, 11, 6046, 9783, 391, 799, 86, 13, 9103, 11448, 1939, 7739, 2969, 4215, 5942, 2777, 5501, 4371, 10252, 5310, 1637, 1749, 3244, 2763, 5208, 2843, 7516, 4010, 1061, 5943, 3069, 353, 3563, 5736, 2147, 1423, 2962, 355, 5584, 1639, 9215, 2897, 4977, 6866, 5055, 184, 3837, 5716, 4833, 793, 792, 4146, 3638, 4205, 770, 4755, 3534, 3501, 6018, 9913, 6512, 2568, 2769, 7738 (৭২ জন), মেধা তালিকা ছাত্র : 3969, 515, 3412, 3070, 3973, 5183, 1414, 2873, 6004, 4080, 2872, 1566, 1920 (১৩ জন), অপেক্ষা তালিকা ছাত্র: 62, 3523, 1392, 6002, 9844, 1199, 4757, 3971, 5684, 9555, 5758, 1655, 5816, 2043, 3525, 5117, 4286, 6656, 10002, 2311, 3728, 1287, 3881, 4635, 655, 4070, 7926, 9939, 1606, 786, 10197, 5185, 632, 4547, 67, 2685, 1713, 9892, 6005, 1293, 11384, 716, 3257, 1078, 3063, 7568, 889, 5312, 10549, 9199, 4296, 11284, 1341, 7891, 2791, 2477, 2630, 1407, 3951, 3989, 1154, 10402, 9331, 10494, 1218, 3784, 4322, 3112, 1404, 6598, 1647, 3163, 9921, 9933, 3115, 3195, 2422, 279, 1206, 6074, 2952, 1730, 2893, 6218, 4592, 1982, 3409, 4640, 5535, 424, 1254, 4049, 11084, 5861, 6217, 3584, 3966, 2676, 737, 3573, 1861, 9294, 9416, 11377, 10611, 3162, 2985, 9936, 2110, 6229, 207, 9329, 6948, 4759, 2785, 3114, 228 (১১৭ জন) — [40, 1405, 808, 1559]
university-name: জাহাঙ্গীরনগর বিশ্ববিদ্যালয় — [256, 57, 521, 87]
section-title: ইলেক্ট্রনিক্স ও কম্পিউটার বিজ্ঞান বিভাগঃ — [40, 466, 207, 482]
